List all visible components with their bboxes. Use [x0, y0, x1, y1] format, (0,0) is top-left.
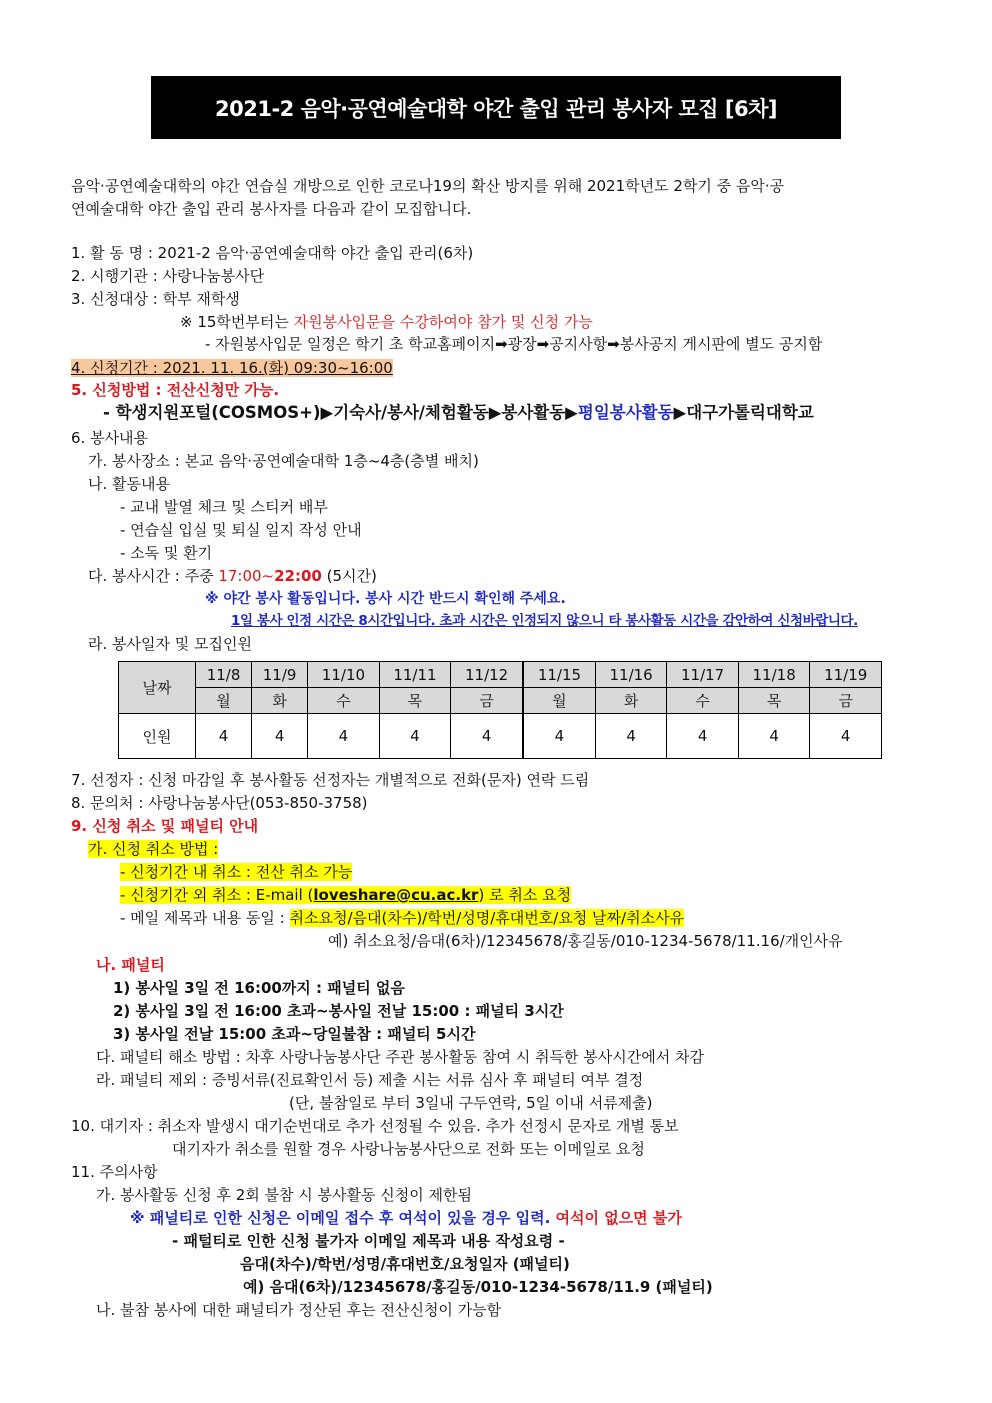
penalty-item-1: 1) 봉사일 3일 전 16:00까지 : 패널티 없음: [113, 979, 405, 997]
caution-format: 음대(차수)/학번/성명/휴대번호/요청일자 (패널티): [240, 1255, 570, 1273]
section-content: 6. 봉사내용: [71, 429, 149, 447]
hours-note-2: 1일 봉사 인정 시간은 8시간입니다. 초과 시간은 인정되지 않으니 타 봉사활동 시간을 감안하여 신청바랍니다.: [231, 613, 858, 629]
date-label-cell: 날짜: [119, 662, 196, 714]
count-cell: 4: [595, 714, 667, 759]
arrow-icon: ▶: [565, 403, 578, 422]
section-selection: 7. 선정자 : 신청 마감일 후 봉사활동 선정자는 개별적으로 전화(문자) 연락 드림: [71, 771, 590, 789]
cancel-mail-format: - 메일 제목과 내용 동일 : 취소요청/음대(차수)/학번/성명/휴대번호/요청 날짜/취소사유: [120, 909, 685, 927]
caution-a-note: ※ 패널티로 인한 신청은 이메일 접수 후 여석이 있을 경우 입력. 여석이 없으면 불가: [130, 1209, 682, 1227]
content-hours: 다. 봉사시간 : 주중 17:00~22:00 (5시간): [88, 567, 377, 585]
waitlist-note: 대기자가 취소를 원할 경우 사랑나눔봉사단으로 전화 또는 이메일로 요청: [172, 1140, 645, 1158]
list-item: - 연습실 입실 및 퇴실 일지 작성 안내: [120, 521, 362, 539]
day-cell: 수: [308, 688, 380, 714]
section-target: 3. 신청대상 : 학부 재학생: [71, 290, 240, 308]
date-cell: 11/10: [308, 662, 380, 688]
date-cell: 11/9: [252, 662, 308, 688]
date-cell: 11/17: [667, 662, 739, 688]
list-item: - 소독 및 환기: [120, 544, 213, 562]
penalty-item-2: 2) 봉사일 3일 전 16:00 초과~봉사일 전날 15:00 : 패널티 3시간: [113, 1002, 564, 1020]
cancel-within-period: - 신청기간 내 취소 : 전산 취소 가능: [120, 863, 353, 881]
date-cell: 11/12: [451, 662, 523, 688]
penalty-item-3: 3) 봉사일 전날 15:00 초과~당일불참 : 패널티 5시간: [113, 1025, 476, 1043]
caution-b: 나. 불참 봉사에 대한 패널티가 정산된 후는 전산신청이 가능함: [96, 1301, 502, 1319]
period-highlight: 4. 신청기간 : 2021. 11. 16.(화) 09:30~16:00: [71, 359, 393, 377]
day-cell: 월: [523, 688, 595, 714]
caution-format-example: 예) 음대(6차)/12345678/홍길동/010-1234-5678/11.9 (패널티): [243, 1278, 713, 1296]
date-cell: 11/18: [738, 662, 810, 688]
section-cautions: 11. 주의사항: [71, 1163, 158, 1181]
cancel-mail-example: 예) 취소요청/음대(6차)/12345678/홍길동/010-1234-5678/11.16/개인사유: [328, 932, 843, 950]
count-cell: 4: [738, 714, 810, 759]
day-cell: 화: [595, 688, 667, 714]
schedule-table: [118, 661, 882, 759]
date-cell: 11/19: [810, 662, 882, 688]
table-row: [119, 688, 882, 714]
intro-line-2: 연예술대학 야간 출입 관리 봉사자를 다음과 같이 모집합니다.: [71, 200, 472, 218]
day-cell: 목: [738, 688, 810, 714]
table-row: [119, 662, 882, 688]
count-cell: 4: [379, 714, 451, 759]
date-cell: 11/11: [379, 662, 451, 688]
section-contact: 8. 문의처 : 사랑나눔봉사단(053-850-3758): [71, 794, 368, 812]
email-link[interactable]: loveshare@cu.ac.kr: [313, 886, 479, 904]
target-note: ※ 15학번부터는 자원봉사입문을 수강하여야 참가 및 신청 가능: [180, 313, 593, 331]
count-cell: 4: [308, 714, 380, 759]
target-note-requirement: 자원봉사입문을 수강하여야 참가 및 신청 가능: [293, 313, 593, 331]
day-cell: 수: [667, 688, 739, 714]
count-cell: 4: [252, 714, 308, 759]
date-cell: 11/15: [523, 662, 595, 688]
section-method: 5. 신청방법 : 전산신청만 가능.: [71, 381, 280, 399]
penalty-exclusion-note: (단, 불참일로 부터 3일내 구두연락, 5일 이내 서류제출): [289, 1094, 653, 1112]
section-period: [71, 358, 393, 378]
cancel-outside-period: - 신청기간 외 취소 : E-mail (loveshare@cu.ac.kr) 로 취소 요청: [120, 886, 572, 904]
day-cell: 화: [252, 688, 308, 714]
count-cell: 4: [667, 714, 739, 759]
day-cell: 월: [196, 688, 252, 714]
target-note-schedule: - 자원봉사입문 일정은 학기 초 학교홈페이지➡광장➡공지사항➡봉사공지 게시판에 별도 공지함: [205, 335, 823, 353]
content-place: 가. 봉사장소 : 본교 음악·공연예술대학 1층~4층(층별 배치): [88, 452, 479, 470]
caution-a: 가. 봉사활동 신청 후 2회 불참 시 봉사활동 신청이 제한됨: [96, 1186, 473, 1204]
count-cell: 4: [810, 714, 882, 759]
cancel-method: 가. 신청 취소 방법 :: [88, 840, 219, 858]
hours-note-1: ※ 야간 봉사 활동입니다. 봉사 시간 반드시 확인해 주세요.: [205, 591, 566, 607]
section-waitlist: 10. 대기자 : 취소자 발생시 대기순번대로 추가 선정될 수 있음. 추가 선정시 문자로 개별 통보: [71, 1117, 679, 1135]
count-cell: 4: [196, 714, 252, 759]
arrow-icon: ▶: [320, 403, 334, 422]
penalty-heading: 나. 패널티: [96, 956, 165, 974]
list-item: - 교내 발열 체크 및 스티커 배부: [120, 498, 328, 516]
method-path: - 학생지원포털(COSMOS+)▶기숙사/봉사/체험활동▶봉사활동▶평일봉사활동▶대구가톨릭대학교: [103, 403, 814, 422]
date-cell: 11/8: [196, 662, 252, 688]
intro-line-1: 음악·공연예술대학의 야간 연습실 개방으로 인한 코로나19의 확산 방지를 위해 2021학년도 2학기 중 음악·공: [71, 177, 785, 195]
arrow-icon: ▶: [488, 403, 502, 422]
page-title: 2021-2 음악·공연예술대학 야간 출입 관리 봉사자 모집 [6차]: [151, 76, 841, 139]
arrow-icon: ▶: [673, 403, 687, 422]
method-path-weekday: 평일봉사활동: [577, 403, 674, 422]
day-cell: 금: [810, 688, 882, 714]
count-cell: 4: [523, 714, 595, 759]
section-activity-name: 1. 활 동 명 : 2021-2 음악·공연예술대학 야간 출입 관리(6차): [71, 244, 474, 262]
penalty-resolution: 다. 패널티 해소 방법 : 차후 사랑나눔봉사단 주관 봉사활동 참여 시 취득한 봉사시간에서 차감: [96, 1048, 704, 1066]
count-label-cell: 인원: [119, 714, 196, 759]
count-cell: 4: [451, 714, 523, 759]
content-schedule: 라. 봉사일자 및 모집인원: [88, 635, 252, 653]
date-cell: 11/16: [595, 662, 667, 688]
caution-format-title: - 패털티로 인한 신청 불가자 이메일 제목과 내용 작성요령 -: [172, 1232, 565, 1250]
penalty-exclusion: 라. 패널티 제외 : 증빙서류(진료확인서 등) 제출 시는 서류 심사 후 패널티 여부 결정: [96, 1071, 644, 1089]
section-organizer: 2. 시행기관 : 사랑나눔봉사단: [71, 267, 265, 285]
day-cell: 금: [451, 688, 523, 714]
table-row: [119, 714, 882, 759]
day-cell: 목: [379, 688, 451, 714]
content-activities: 나. 활동내용: [88, 475, 170, 493]
section-cancel-penalty: 9. 신청 취소 및 패널티 안내: [71, 817, 259, 835]
